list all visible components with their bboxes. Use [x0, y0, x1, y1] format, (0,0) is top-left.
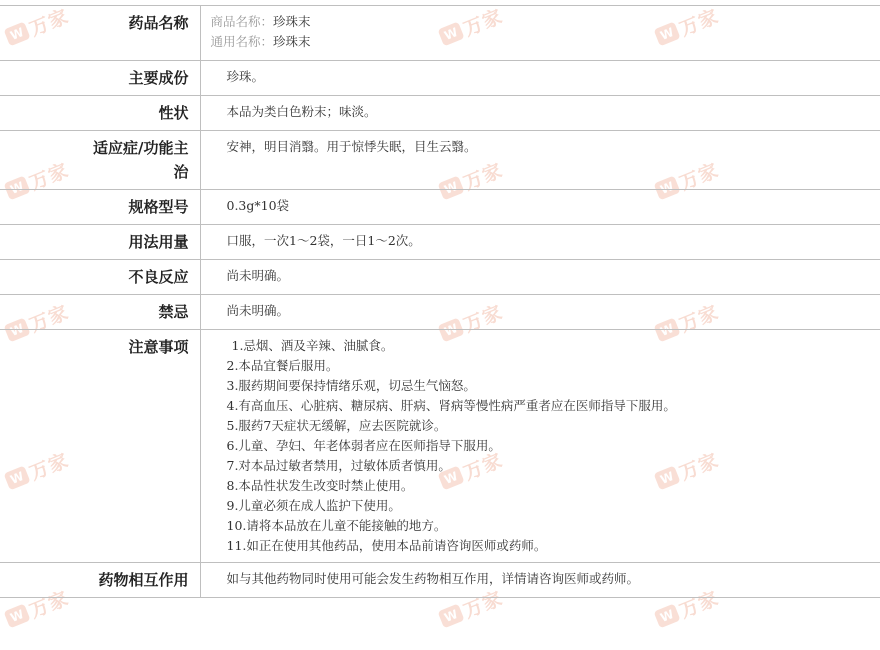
row-value: 本品为类白色粉末；味淡。: [200, 96, 880, 131]
row-label: 不良反应: [0, 260, 200, 295]
row-label: 药品名称: [0, 6, 200, 61]
precaution-item: 1.忌烟、酒及辛辣、油腻食。: [231, 338, 394, 353]
row-precautions: [0, 330, 880, 563]
watermark-logo: W 万家: [2, 151, 84, 204]
watermark-logo: W 万家: [652, 441, 734, 494]
row-label: 性状: [0, 96, 200, 131]
row-label: 禁忌: [0, 295, 200, 330]
row-label: 规格型号: [0, 190, 200, 225]
row-value: 口服，一次1～2袋，一日1～2次。: [200, 225, 880, 260]
row-label: 药物相互作用: [0, 563, 200, 598]
precaution-item: 10.请将本品放在儿童不能接触的地方。: [226, 518, 447, 533]
row-value: 尚未明确。: [200, 260, 880, 295]
precaution-item: 2.本品宜餐后服用。: [226, 358, 339, 373]
precaution-item: 3.服药期间要保持情绪乐观，切忌生气恼怒。: [226, 378, 476, 393]
row-spec: [0, 190, 880, 225]
precaution-item: 9.儿童必须在成人监护下使用。: [226, 498, 401, 513]
row-value: 安神，明目消翳。用于惊悸失眠，目生云翳。: [200, 131, 880, 190]
watermark-logo: W 万家: [436, 0, 518, 50]
trade-name-line: 商品名称：珍珠末: [210, 14, 311, 29]
row-value: [200, 6, 880, 61]
watermark-logo: W 万家: [2, 0, 84, 50]
row-label: 注意事项: [0, 330, 200, 563]
row-label: 适应症/功能主 治: [0, 131, 200, 190]
watermark-logo: W 万家: [436, 579, 518, 632]
drug-info-table: [0, 5, 880, 598]
watermark-logo: W 万家: [652, 0, 734, 50]
precaution-item: 11.如正在使用其他药品，使用本品前请咨询医师或药师。: [226, 538, 547, 553]
precaution-item: 5.服药7天症状无缓解，应去医院就诊。: [226, 418, 447, 433]
row-usage: [0, 225, 880, 260]
watermark-logo: W 万家: [436, 441, 518, 494]
row-interactions: [0, 563, 880, 598]
row-appearance: [0, 96, 880, 131]
row-label: 用法用量: [0, 225, 200, 260]
watermark-logo: W 万家: [2, 579, 84, 632]
row-value: 珍珠。: [200, 61, 880, 96]
watermark-logo: W 万家: [2, 441, 84, 494]
precaution-item: 7.对本品过敏者禁用，过敏体质者慎用。: [226, 458, 451, 473]
watermark-logo: W 万家: [2, 293, 84, 346]
row-drug-name: [0, 6, 880, 61]
row-value: 尚未明确。: [200, 295, 880, 330]
precaution-item: 8.本品性状发生改变时禁止使用。: [226, 478, 414, 493]
row-label: 主要成份: [0, 61, 200, 96]
row-adverse: [0, 260, 880, 295]
watermark-logo: W 万家: [652, 579, 734, 632]
watermark-logo: W 万家: [652, 293, 734, 346]
precaution-item: 6.儿童、孕妇、年老体弱者应在医师指导下服用。: [226, 438, 501, 453]
row-ingredients: [0, 61, 880, 96]
row-contraindications: [0, 295, 880, 330]
watermark-logo: W 万家: [436, 293, 518, 346]
precaution-item: 4.有高血压、心脏病、糖尿病、肝病、肾病等慢性病严重者应在医师指导下服用。: [226, 398, 676, 413]
row-value: 0.3g*10袋: [200, 190, 880, 225]
generic-name-line: 通用名称：珍珠末: [210, 34, 311, 49]
watermark-logo: W 万家: [652, 151, 734, 204]
row-value: [200, 330, 880, 563]
watermark-logo: W 万家: [436, 151, 518, 204]
row-indications: [0, 131, 880, 190]
row-value: 如与其他药物同时使用可能会发生药物相互作用，详情请咨询医师或药师。: [200, 563, 880, 598]
